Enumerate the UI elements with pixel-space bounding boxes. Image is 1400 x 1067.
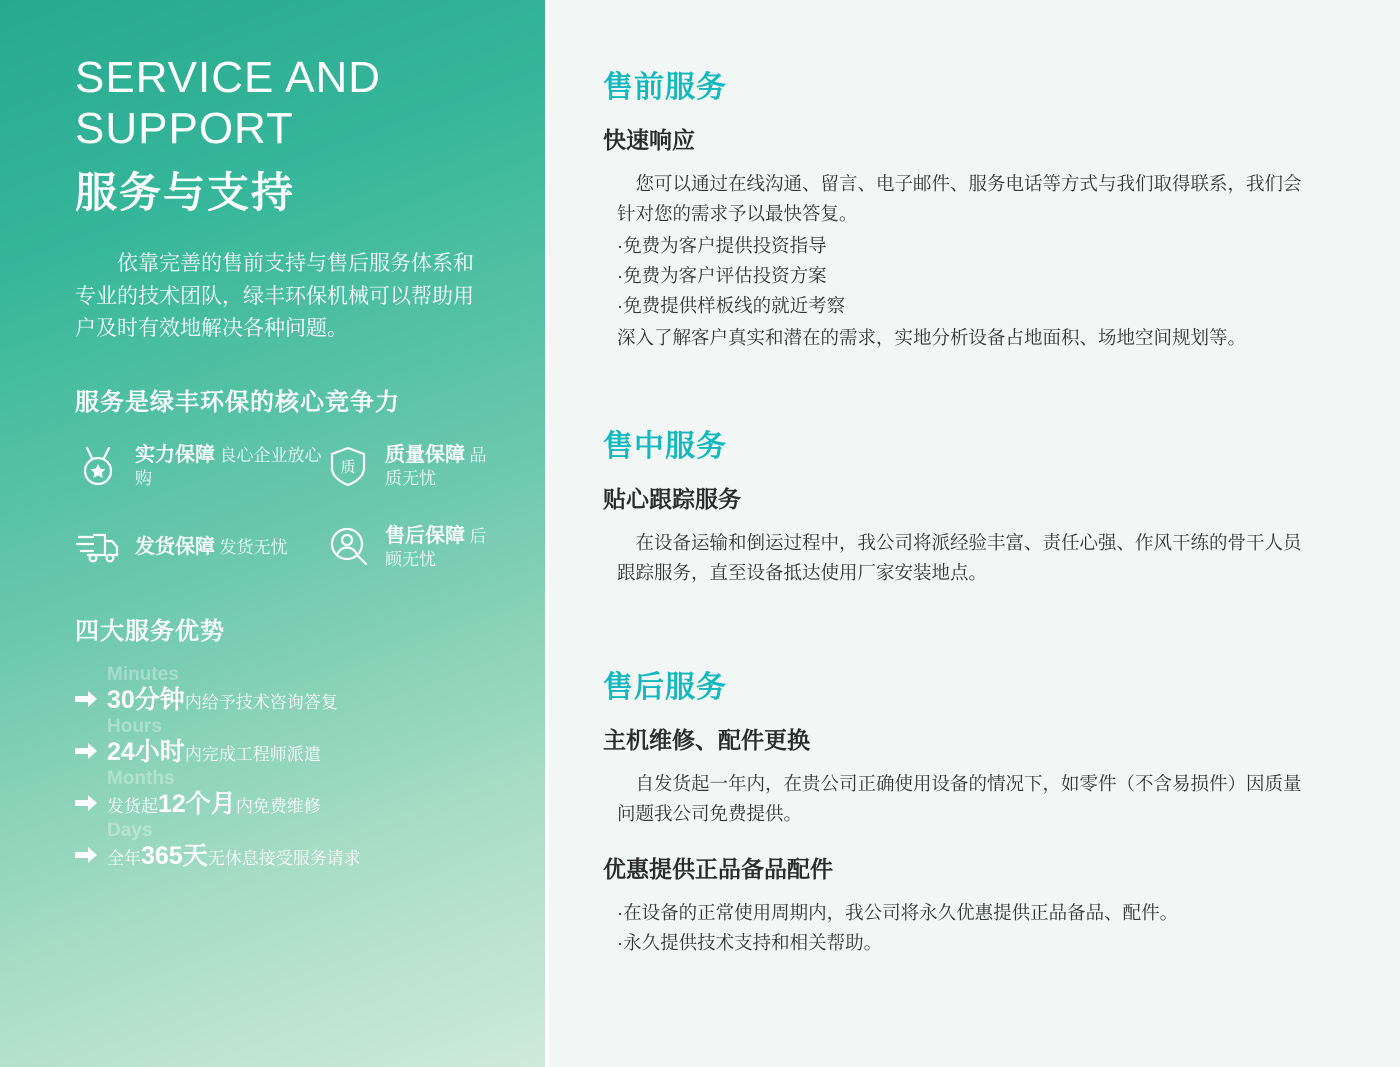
section-title: 售后服务: [603, 670, 727, 704]
section-bullet-list: [603, 231, 1310, 321]
advantage-body: [107, 663, 338, 716]
bullet-item: ·免费为客户提供投资指导: [617, 234, 827, 256]
section-subtitle: 贴心跟踪服务: [603, 485, 741, 512]
badge-subtitle: 良心企业放心购: [135, 445, 322, 488]
spacer: [603, 363, 1310, 421]
section-bullet-list: [603, 898, 1310, 958]
bullet-item: ·永久提供技术支持和相关帮助。: [617, 931, 883, 953]
advantage-prefix: 全年: [107, 848, 141, 868]
section-title: 售前服务: [603, 71, 727, 104]
badge-text: [135, 535, 287, 560]
advantage-body: [107, 715, 321, 768]
badge-title: 质量保障: [385, 443, 465, 466]
advantage-number: 30分钟: [107, 685, 185, 714]
section-paragraph: 自发货起一年内，在贵公司正确使用设备的情况下，如零件（不含易损件）因质量问题我公司免费提供。: [617, 772, 1302, 824]
badge-title: 实力保障: [135, 443, 215, 466]
section-paragraph: 在设备运输和倒运过程中，我公司将派经验丰富、责任心强、作风干练的骨干人员跟踪服务，直至设备抵达使用厂家安装地点。: [617, 531, 1302, 583]
section-subtitle: 快速响应: [603, 127, 695, 153]
advantage-number: 12个月: [158, 789, 236, 818]
bullet-item: ·免费为客户评估投资方案: [617, 264, 827, 286]
section-title: 售中服务: [603, 429, 727, 463]
bullet-item: ·免费提供样板线的就近考察: [617, 294, 846, 316]
section-subtitle: 优惠提供正品备品配件: [603, 855, 833, 882]
advantage-item: [75, 820, 490, 872]
advantage-number: 24小时: [107, 737, 185, 766]
service-person-icon: [325, 524, 371, 570]
medal-icon: [75, 443, 121, 489]
arrow-right-icon: [75, 743, 97, 764]
badge-text: [385, 524, 490, 571]
title-en-line2: SUPPORT: [75, 104, 294, 154]
advantages-heading: 四大服务优势: [75, 617, 225, 645]
advantage-tail: 内给予技术咨询答复: [184, 692, 338, 712]
svg-text:质: 质: [340, 458, 356, 477]
intro-paragraph: 依靠完善的售前支持与售后服务体系和专业的技术团队，绿丰环保机械可以帮助用户及时有效地解决各种问题。: [75, 252, 474, 341]
badge-subtitle: 发货无忧: [219, 537, 288, 557]
section-subtitle: 主机维修、配件更换: [603, 726, 810, 753]
advantage-tail: 内完成工程师派遣: [184, 744, 321, 764]
badge-title: 售后保障: [385, 524, 465, 547]
advantage-number: 365天: [141, 841, 208, 870]
advantage-body: [107, 767, 321, 820]
section-footer-paragraph: 深入了解客户真实和潜在的需求，实地分析设备占地面积、场地空间规划等。: [617, 326, 1247, 348]
quality-shield-icon: [325, 443, 371, 489]
arrow-right-icon: [75, 795, 97, 816]
after-sales-block-1: [603, 722, 1310, 829]
badge-subtitle: 品质无忧: [385, 445, 487, 488]
page-title-chinese: 服务与支持: [75, 169, 296, 217]
advantage-prefix: 发货起: [107, 796, 158, 816]
advantage-tail: 无休息接受服务请求: [207, 848, 361, 868]
advantage-tail: 内免费维修: [235, 796, 321, 816]
after-sales-block-2: [603, 851, 1310, 958]
badge-item: [75, 443, 325, 490]
section-pre-sales: [603, 62, 1310, 353]
spacer: [603, 598, 1310, 662]
section-during-sales: [603, 421, 1310, 588]
bullet-item: ·在设备的正常使用周期内，我公司将永久优惠提供正品备品、配件。: [617, 901, 1179, 923]
badge-subtitle: 后顾无忧: [385, 526, 487, 569]
advantage-ghost-label: Days: [107, 819, 153, 841]
core-competence-heading: 服务是绿丰环保的核心竞争力: [75, 388, 400, 416]
advantage-item: [75, 664, 490, 716]
advantage-ghost-label: Months: [107, 767, 175, 789]
badge-grid: [75, 443, 490, 571]
right-panel: [549, 0, 1400, 1067]
badge-text: [385, 443, 490, 490]
badge-item: [325, 443, 490, 490]
truck-icon: [75, 524, 121, 570]
section-after-sales: [603, 662, 1310, 958]
left-panel: [0, 0, 545, 1067]
title-en-line1: SERVICE AND: [75, 53, 382, 102]
page-title-english: [75, 52, 490, 154]
advantage-ghost-label: Hours: [107, 715, 162, 737]
badge-text: [135, 443, 325, 490]
badge-title: 发货保障: [135, 535, 215, 558]
advantage-item: [75, 716, 490, 768]
section-paragraph: 您可以通过在线沟通、留言、电子邮件、服务电话等方式与我们取得联系，我们会针对您的需求予以最快答复。: [617, 173, 1302, 224]
badge-item: [75, 524, 325, 571]
advantage-body: [107, 819, 361, 872]
arrow-right-icon: [75, 691, 97, 712]
advantage-ghost-label: Minutes: [107, 663, 179, 685]
badge-item: [325, 524, 490, 571]
advantage-item: [75, 768, 490, 820]
arrow-right-icon: [75, 847, 97, 868]
advantages-list: [75, 664, 490, 872]
